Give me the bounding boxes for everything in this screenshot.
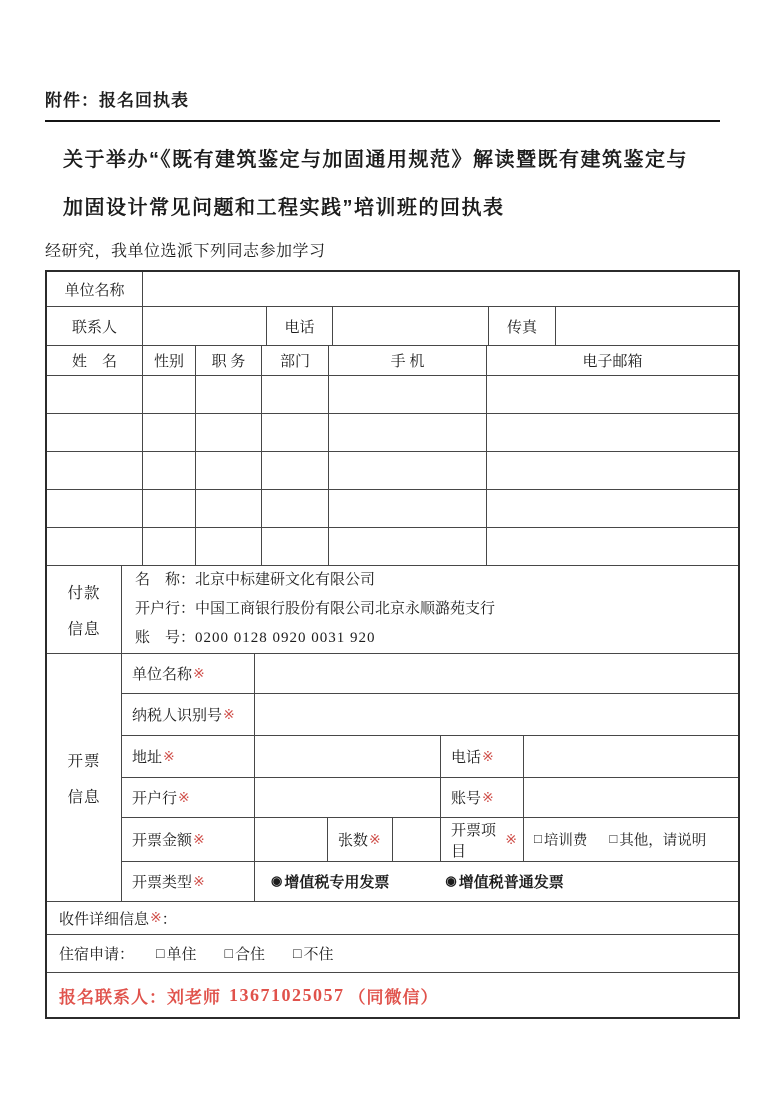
payment-label-line2: 信息 <box>67 620 101 638</box>
label-text: 张数 <box>338 832 369 849</box>
course-title <box>45 136 740 232</box>
contact-footer-row <box>47 972 738 1017</box>
attendee-mobile-field[interactable] <box>328 490 486 527</box>
attendee-name-field[interactable] <box>47 452 142 489</box>
option-label: 培训费 <box>543 833 588 849</box>
attendee-mobile-field[interactable] <box>328 376 486 413</box>
payment-section <box>47 565 738 653</box>
attendee-header-department: 部门 <box>261 346 328 375</box>
invoice-bank-field[interactable] <box>254 778 440 817</box>
invoice-phone-label <box>440 736 523 777</box>
invoice-fields <box>121 654 738 901</box>
invoice-label-line1: 开票 <box>67 752 101 770</box>
recipient-field[interactable] <box>47 902 738 934</box>
checkbox-other[interactable] <box>609 829 706 850</box>
radio-icon: ◉ <box>445 872 457 888</box>
fax-field[interactable] <box>555 307 738 345</box>
label-text: 开户行 <box>132 790 178 807</box>
contact-field[interactable] <box>142 307 266 345</box>
checkbox-icon: □ <box>534 831 542 846</box>
attendee-email-field[interactable] <box>486 490 738 527</box>
invoice-count-label <box>327 818 392 861</box>
attendee-title-field[interactable] <box>195 452 261 489</box>
required-mark-icon: ※ <box>505 831 517 847</box>
required-mark-icon: ※ <box>482 748 494 764</box>
attachment-title: 附件：报名回执表 <box>45 86 720 122</box>
unit-name-row <box>47 272 738 306</box>
checkbox-shared-room[interactable] <box>225 943 265 964</box>
required-mark-icon: ※ <box>163 748 175 764</box>
payee-bank-value: 中国工商银行股份有限公司北京永顺潞苑支行 <box>195 601 496 617</box>
invoice-account-field[interactable] <box>523 778 738 817</box>
attendee-department-field[interactable] <box>261 414 328 451</box>
course-title-line1: 关于举办“《既有建筑鉴定与加固通用规范》解读暨既有建筑鉴定与 <box>63 149 688 171</box>
invoice-address-label <box>122 736 254 777</box>
required-mark-icon: ※ <box>369 831 381 847</box>
option-label: 单住 <box>166 946 197 963</box>
attendee-row-2 <box>47 413 738 451</box>
contact-wechat-note: （同微信） <box>348 987 439 1007</box>
checkbox-icon: □ <box>156 944 165 961</box>
option-label: 其他，请说明 <box>619 833 707 849</box>
contact-label: 联系人 <box>71 319 117 336</box>
attendee-row-4 <box>47 489 738 527</box>
registration-table <box>45 270 740 1019</box>
required-mark-icon: ※ <box>223 706 235 722</box>
attendee-gender-field[interactable] <box>142 414 195 451</box>
invoice-address-field[interactable] <box>254 736 440 777</box>
label-text: 开票项目 <box>451 821 497 860</box>
option-label: 不住 <box>303 946 334 963</box>
required-mark-icon: ※ <box>193 665 205 681</box>
attendee-gender-field[interactable] <box>142 452 195 489</box>
invoice-amount-row <box>122 817 738 861</box>
attendee-email-field[interactable] <box>486 452 738 489</box>
contact-name: 报名联系人：刘老师 <box>59 987 221 1007</box>
invoice-item-options <box>523 818 738 861</box>
payee-bank-label: 开户行： <box>135 601 196 617</box>
attendee-mobile-field[interactable] <box>328 528 486 565</box>
checkbox-icon: □ <box>609 831 618 846</box>
attendee-header-title: 职 务 <box>195 346 261 375</box>
attendee-email-field[interactable] <box>486 414 738 451</box>
recipient-row <box>47 901 738 934</box>
option-label: 合住 <box>234 946 265 963</box>
attendee-mobile-field[interactable] <box>328 452 486 489</box>
invoice-address-row <box>122 735 738 777</box>
invoice-unit-name-field[interactable] <box>254 654 738 693</box>
accommodation-field <box>47 935 738 972</box>
accommodation-label: 住宿申请： <box>59 947 135 963</box>
invoice-bank-label <box>122 778 254 817</box>
invoice-amount-label <box>122 818 254 861</box>
attendee-email-field[interactable] <box>486 376 738 413</box>
registration-contact <box>47 973 738 1017</box>
label-text: 纳税人识别号 <box>132 707 223 724</box>
payee-account-line <box>135 624 376 653</box>
required-mark-icon: ※ <box>193 873 205 889</box>
required-mark-icon: ※ <box>482 789 494 805</box>
attendee-mobile-field[interactable] <box>328 414 486 451</box>
unit-name-field[interactable] <box>142 272 738 306</box>
checkbox-icon: □ <box>224 944 233 961</box>
course-title-line2: 加固设计常见问题和工程实践”培训班的回执表 <box>63 197 505 219</box>
attendee-department-field[interactable] <box>261 490 328 527</box>
checkbox-icon: □ <box>292 944 302 961</box>
checkbox-no-room[interactable] <box>293 943 333 964</box>
recipient-colon: ： <box>161 911 177 928</box>
payee-name-label: 名 称： <box>135 572 196 588</box>
invoice-bank-row <box>122 777 738 817</box>
payee-name-line <box>135 566 375 595</box>
payee-account-label: 账 号： <box>135 630 196 646</box>
contact-row <box>47 306 738 345</box>
attendee-name-field[interactable] <box>47 414 142 451</box>
invoice-label-line2: 信息 <box>67 788 101 806</box>
label-text: 单位名称 <box>132 666 193 683</box>
radio-special-vat-invoice[interactable] <box>271 871 389 892</box>
recipient-label: 收件详细信息 <box>59 911 150 928</box>
payment-details <box>121 566 738 653</box>
label-text: 开票金额 <box>132 832 193 849</box>
attendee-department-field[interactable] <box>261 376 328 413</box>
attendee-name-field[interactable] <box>47 376 142 413</box>
phone-field[interactable] <box>332 307 488 345</box>
label-text: 地址 <box>132 749 163 766</box>
payment-section-label <box>47 566 121 653</box>
attendee-row-5 <box>47 527 738 565</box>
attendee-name-field[interactable] <box>47 528 142 565</box>
checkbox-training-fee[interactable] <box>534 829 587 850</box>
attendee-header-mobile: 手 机 <box>328 346 486 375</box>
required-mark-icon: ※ <box>193 831 205 847</box>
invoice-amount-field[interactable] <box>254 818 327 861</box>
attendee-row-1 <box>47 375 738 413</box>
attendee-name-field[interactable] <box>47 490 142 527</box>
payee-name-value: 北京中标建研文化有限公司 <box>195 572 376 588</box>
payee-account-value: 0200 0128 0920 0031 920 <box>195 630 376 646</box>
attendee-title-field[interactable] <box>195 528 261 565</box>
option-label: 增值税专用发票 <box>284 874 390 891</box>
attendee-gender-field[interactable] <box>142 376 195 413</box>
attendee-title-field[interactable] <box>195 490 261 527</box>
label-text: 开票类型 <box>132 874 193 891</box>
invoice-account-label <box>440 778 523 817</box>
invoice-tax-id-row <box>122 693 738 735</box>
checkbox-single-room[interactable] <box>156 943 196 964</box>
required-mark-icon: ※ <box>178 789 190 805</box>
invoice-type-row <box>122 861 738 901</box>
fax-label: 传真 <box>488 307 555 345</box>
attendee-gender-field[interactable] <box>142 528 195 565</box>
payment-label-line1: 付款 <box>67 584 101 602</box>
invoice-type-options <box>254 862 738 901</box>
accommodation-row <box>47 934 738 972</box>
invoice-phone-field[interactable] <box>523 736 738 777</box>
phone-label: 电话 <box>266 307 332 345</box>
attendee-title-field[interactable] <box>195 414 261 451</box>
attendee-header-row <box>47 345 738 375</box>
label-text: 电话 <box>451 749 482 766</box>
radio-general-vat-invoice[interactable] <box>445 871 563 892</box>
invoice-item-label <box>440 818 523 861</box>
document-page <box>45 86 740 1019</box>
attendee-row-3 <box>47 451 738 489</box>
required-mark-icon: ※ <box>150 910 162 926</box>
invoice-count-field[interactable] <box>392 818 440 861</box>
option-label: 增值税普通发票 <box>458 874 564 891</box>
label-text: 账号 <box>451 790 482 807</box>
payee-bank-line <box>135 595 495 624</box>
invoice-section <box>47 653 738 901</box>
invoice-tax-id-label <box>122 694 254 735</box>
invoice-type-label <box>122 862 254 901</box>
attendee-header-name: 姓 名 <box>71 354 117 370</box>
attendee-gender-field[interactable] <box>142 490 195 527</box>
attendee-title-field[interactable] <box>195 376 261 413</box>
invoice-unit-name-row <box>122 654 738 693</box>
attendee-email-field[interactable] <box>486 528 738 565</box>
contact-phone: 13671025057 <box>229 984 345 1005</box>
unit-name-label: 单位名称 <box>64 282 125 299</box>
attendee-header-email: 电子邮箱 <box>486 346 738 375</box>
intro-text: 经研究，我单位选派下列同志参加学习 <box>45 243 326 260</box>
invoice-section-label <box>47 654 121 901</box>
invoice-unit-name-label <box>122 654 254 693</box>
attendee-header-gender: 性别 <box>142 346 195 375</box>
attendee-department-field[interactable] <box>261 528 328 565</box>
invoice-tax-id-field[interactable] <box>254 694 738 735</box>
radio-icon: ◉ <box>271 872 283 888</box>
attendee-department-field[interactable] <box>261 452 328 489</box>
